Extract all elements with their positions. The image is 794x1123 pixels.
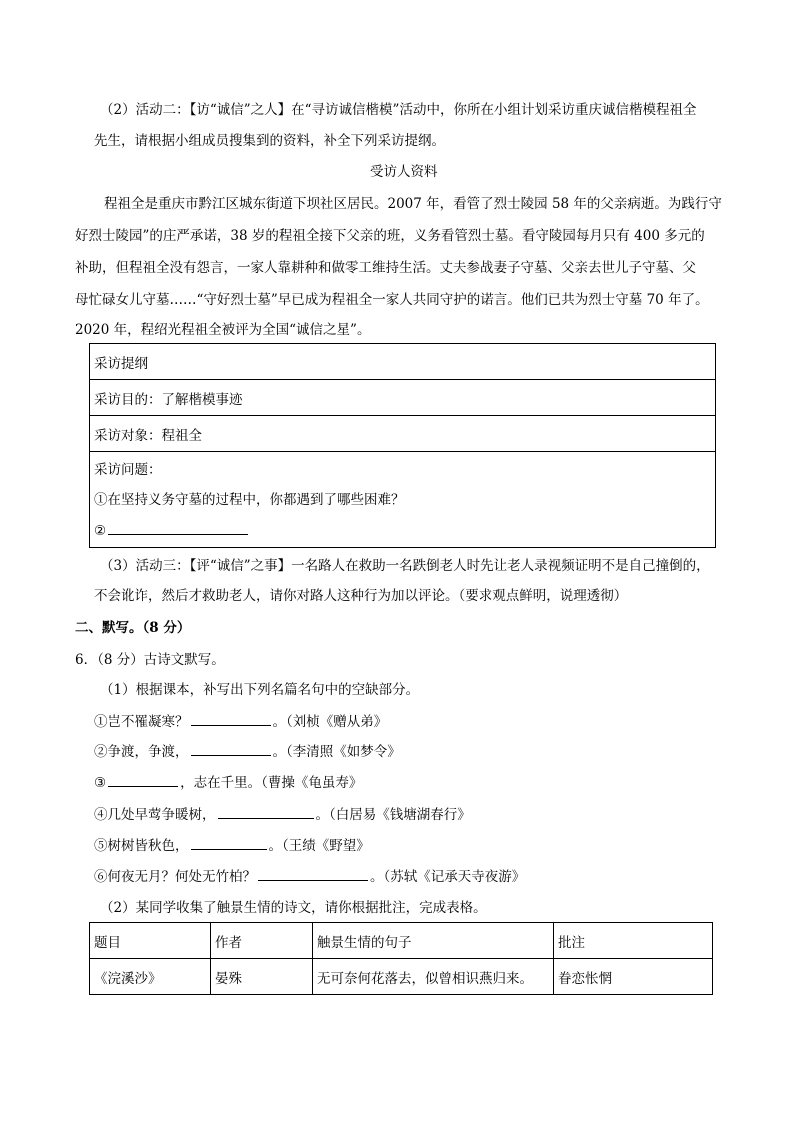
table-cell-author: 晏殊 <box>211 959 313 995</box>
activity2-line2: 先生，请根据小组成员搜集到的资料，补全下列采访提纲。 <box>94 133 445 149</box>
recitation-source: 。（白居易《钱塘湖春行》 <box>315 807 471 823</box>
recitation-item <box>94 835 370 856</box>
question-2-number: ② <box>94 523 107 539</box>
material-line: 好烈士陵园”的庄严承诺，38 岁的程祖全接下父亲的班，义务看管烈士墓。看守陵园每月只有 400 多元的 <box>75 228 705 244</box>
recitation-source: 。（苏轼《记承天寺夜游》 <box>370 869 526 885</box>
table-header-title: 题目 <box>90 923 211 959</box>
recitation-blank[interactable] <box>218 804 314 819</box>
activity3-line2: 不会讹诈，然后才救助老人，请你对路人这种行为加以评论。（要求观点鲜明，说理透彻） <box>94 588 628 604</box>
recitation-prefix: ⑤树树皆秋色， <box>94 838 189 854</box>
outline-target: 采访对象：程祖全 <box>90 416 716 452</box>
material-title: 受访人资料 <box>370 164 438 180</box>
recitation-source: 。（王绩《野望》 <box>268 838 370 854</box>
recitation-blank[interactable] <box>108 772 178 787</box>
outline-purpose: 采访目的：了解楷模事迹 <box>90 380 716 416</box>
material-line: 母忙碌女儿守墓……“守好烈士墓”早已成为程祖全一家人共同守护的诺言。他们已共为烈士守墓 70 年了。 <box>75 292 709 308</box>
activity2-line1: （2）活动二：【访“诚信”之人】在“寻访诚信楷模”活动中，你所在小组计划采访重庆诚信楷模程祖全 <box>100 102 697 118</box>
question-2-blank[interactable] <box>108 520 248 535</box>
interview-outline-table <box>89 343 716 548</box>
recitation-blank[interactable] <box>258 866 368 881</box>
recitation-source: 。（刘桢《赠从弟》 <box>272 714 388 730</box>
recitation-prefix: ②争渡，争渡， <box>94 744 189 760</box>
section2-heading: 二、默写。（8 分） <box>75 620 191 636</box>
outline-questions-cell <box>90 452 716 548</box>
recitation-prefix: ③ <box>94 775 107 791</box>
recitation-blank[interactable] <box>191 741 271 756</box>
table-cell-sentence: 无可奈何花落去，似曾相识燕归来。 <box>313 959 554 995</box>
questions-label: 采访问题： <box>94 462 162 478</box>
table-header-note: 批注 <box>554 923 713 959</box>
recitation-prefix: ⑥何夜无月？何处无竹柏？ <box>94 869 256 885</box>
table-header-author: 作者 <box>211 923 313 959</box>
sub-question-2: （2）某同学收集了触景生情的诗文，请你根据批注，完成表格。 <box>100 900 487 916</box>
question-6: 6．（8 分）古诗文默写。 <box>75 652 225 668</box>
activity3-line1: （3）活动三：【评“诚信”之事】一名路人在救助一名跌倒老人时先让老人录视频证明不是自己撞倒的， <box>100 558 710 574</box>
question-2 <box>94 520 711 541</box>
recitation-item <box>94 741 401 762</box>
recitation-prefix: ①岂不罹凝寒？ <box>94 714 189 730</box>
table-cell-title: 《浣溪沙》 <box>90 959 211 995</box>
table-cell-note: 眷恋怅惘 <box>554 959 713 995</box>
recitation-blank[interactable] <box>191 835 267 850</box>
recitation-item <box>94 866 525 887</box>
table-header-sentence: 触景生情的句子 <box>313 923 554 959</box>
sub-question-1: （1）根据课本，补写出下列名篇名句中的空缺部分。 <box>100 682 420 698</box>
material-line: 程祖全是重庆市黔江区城东街道下坝社区居民。2007 年，看管了烈士陵园 58 年的父亲病逝。为践行守 <box>104 196 722 212</box>
recitation-source: ，志在千里。（曹操《龟虽寿》 <box>180 775 363 791</box>
poem-table <box>89 922 713 995</box>
recitation-item <box>94 804 471 825</box>
recitation-source: 。（李清照《如梦令》 <box>272 744 401 760</box>
material-line: 补助，但程祖全没有怨言，一家人靠耕种和做零工维持生活。丈夫参战妻子守墓、父亲去世儿子守墓、父 <box>75 260 696 276</box>
recitation-item <box>94 711 387 732</box>
question-1: ①在坚持义务守墓的过程中，你都遇到了哪些困难？ <box>94 492 405 508</box>
recitation-item <box>94 772 362 793</box>
recitation-blank[interactable] <box>191 711 271 726</box>
outline-header: 采访提纲 <box>90 344 716 380</box>
material-line: 2020 年，程绍光程祖全被评为全国“诚信之星”。 <box>75 322 371 338</box>
recitation-prefix: ④几处早莺争暖树， <box>94 807 216 823</box>
